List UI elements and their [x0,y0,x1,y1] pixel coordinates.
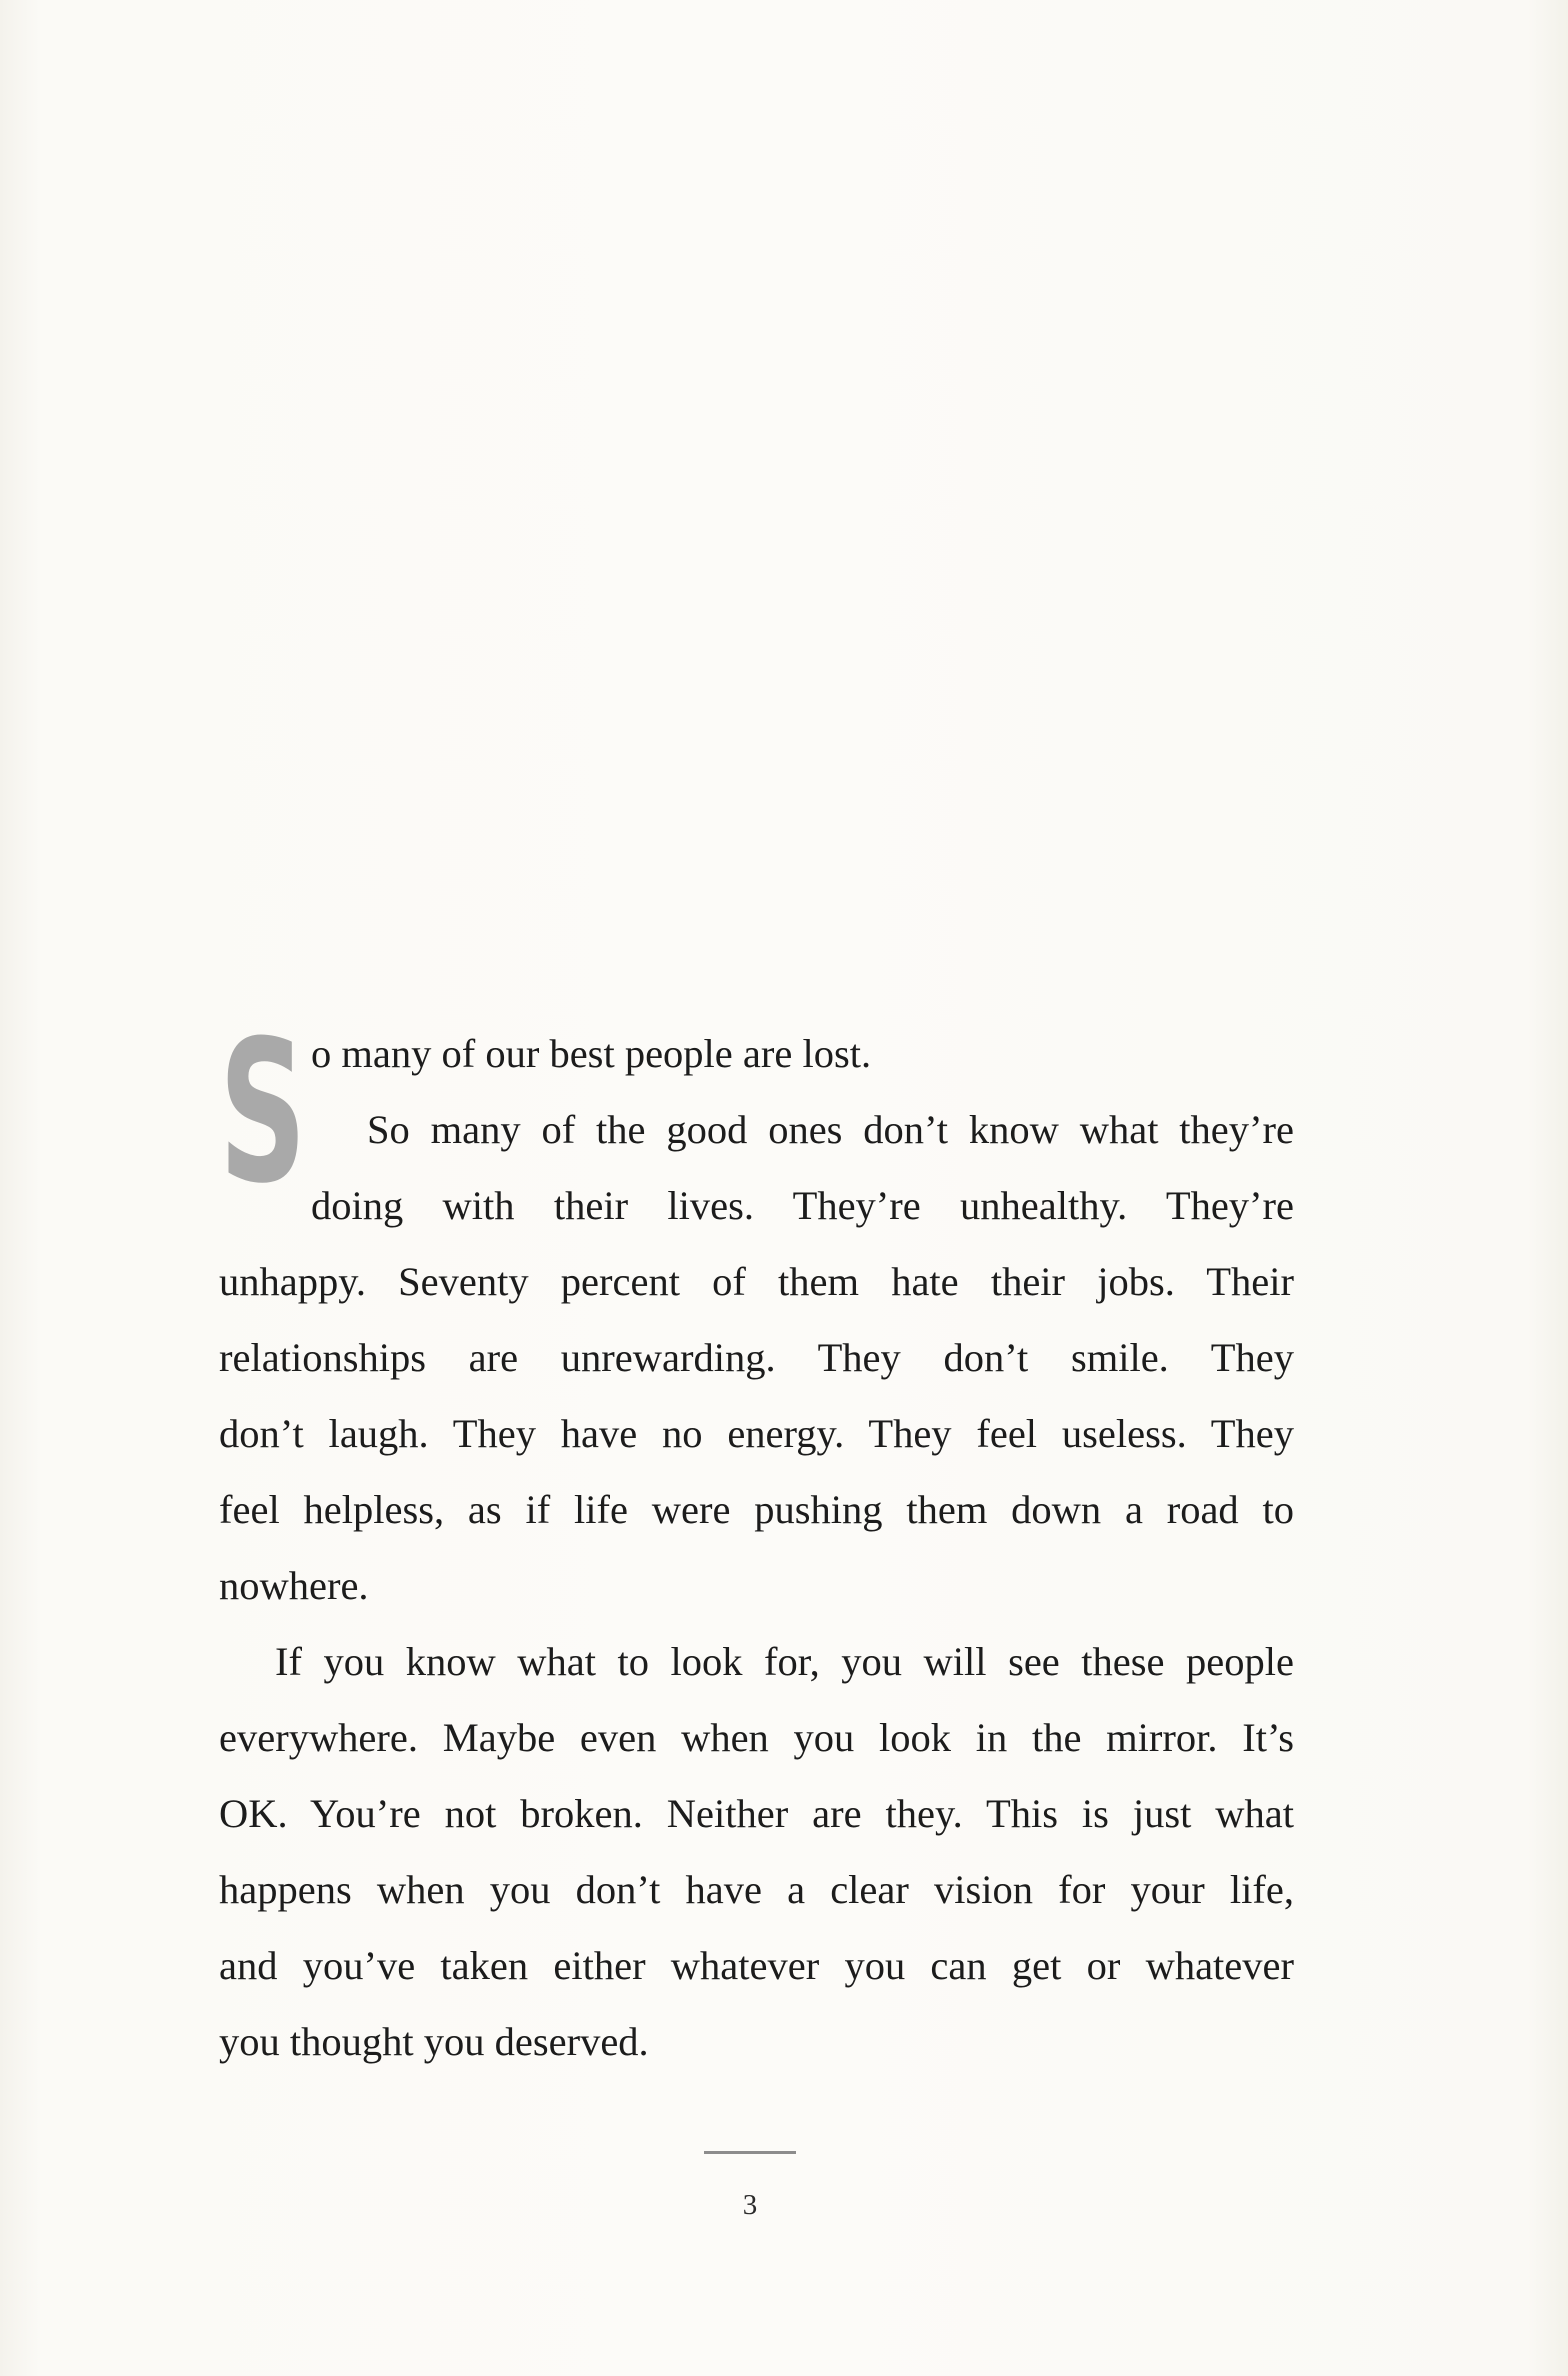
drop-cap-letter: S [219,999,307,1227]
text-line: unhappy. Seventy percent of them hate their jobs. Their [219,1259,1294,1304]
text-line: nowhere. [219,1563,369,1608]
text-line: o many of our best people are lost. [311,1031,872,1076]
text-line: doing with their lives. They’re unhealthy. They’re [311,1183,1294,1228]
page-number-rule [704,2151,796,2154]
text-line: If you know what to look for, you will see these people [275,1639,1294,1684]
text-line: OK. You’re not broken. Neither are they. This is just what [219,1791,1294,1836]
text-line: and you’ve taken either whatever you can get or whatever [219,1943,1294,1988]
chapter-text [219,999,1294,2080]
paragraph-3 [219,1624,1294,2080]
text-line: you thought you deserved. [219,2019,649,2064]
paragraph-1 [219,1016,1294,1092]
text-line: everywhere. Maybe even when you look in the mirror. It’s [219,1715,1294,1760]
text-line: feel helpless, as if life were pushing them down a road to [219,1487,1294,1532]
text-line: happens when you don’t have a clear vision for your life, [219,1867,1294,1912]
page-number: 3 [742,2189,758,2221]
paragraph-2 [219,1092,1294,1624]
text-line: relationships are unrewarding. They don’t smile. They [219,1335,1294,1380]
text-line: don’t laugh. They have no energy. They feel useless. They [219,1411,1294,1456]
text-line: So many of the good ones don’t know what they’re [367,1107,1294,1152]
